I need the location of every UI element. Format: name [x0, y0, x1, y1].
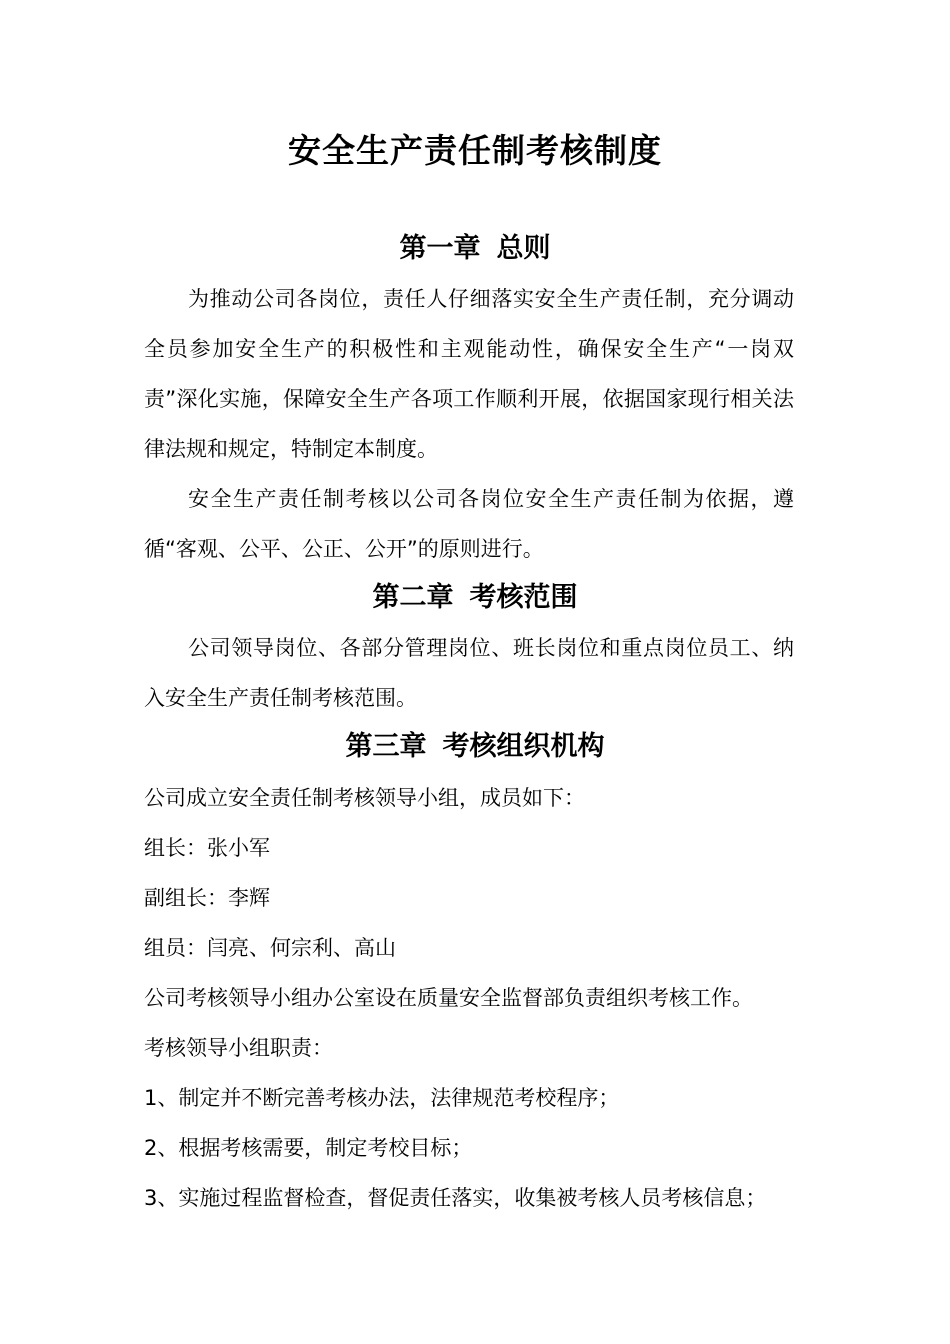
chapter-2-paragraph-1: 公司领导岗位、各部分管理岗位、班长岗位和重点岗位员工、纳入安全生产责任制考核范围。 [144, 636, 794, 710]
chapter-1-paragraph-1: 为推动公司各岗位，责任人仔细落实安全生产责任制，充分调动全员参加安全生产的积极性和主观能动性，确保安全生产“一岗双责”深化实施，保障安全生产各项工作顺利开展，依据国家现行相关法律法规和规定，特制定本制度。 [144, 287, 794, 461]
duty-item: 3、实施过程监督检查，督促责任落实，收集被考核人员考核信息； [144, 1186, 767, 1210]
chapter-2-number: 第二章 [372, 582, 454, 613]
chapter-1-heading [0, 229, 950, 269]
duties-heading: 考核领导小组职责： [144, 1036, 333, 1060]
chapter-3-name: 考核组织机构 [442, 731, 605, 762]
chapter-3-number: 第三章 [345, 731, 427, 762]
chapter-2-heading [0, 578, 950, 618]
chapter-3-heading [0, 727, 950, 767]
chapter-1-paragraph-2: 安全生产责任制考核以公司各岗位安全生产责任制为依据，遵循“客观、公平、公正、公开”的原则进行。 [144, 487, 794, 561]
duty-item: 1、制定并不断完善考核办法，法律规范考校程序； [144, 1086, 620, 1110]
office-location: 公司考核领导小组办公室设在质量安全监督部负责组织考核工作。 [144, 986, 753, 1010]
duty-item: 2、根据考核需要，制定考校目标； [144, 1136, 473, 1160]
group-deputy-leader: 副组长：李辉 [144, 886, 270, 910]
document-title: 安全生产责任制考核制度 [288, 131, 662, 170]
group-members: 组员：闫亮、何宗利、高山 [144, 936, 396, 960]
chapter-1-name: 总则 [496, 233, 551, 264]
chapter-1-number: 第一章 [399, 233, 481, 264]
chapter-3-intro: 公司成立安全责任制考核领导小组，成员如下： [144, 786, 585, 810]
chapter-2-name: 考核范围 [469, 582, 578, 613]
group-leader: 组长：张小军 [144, 836, 270, 860]
